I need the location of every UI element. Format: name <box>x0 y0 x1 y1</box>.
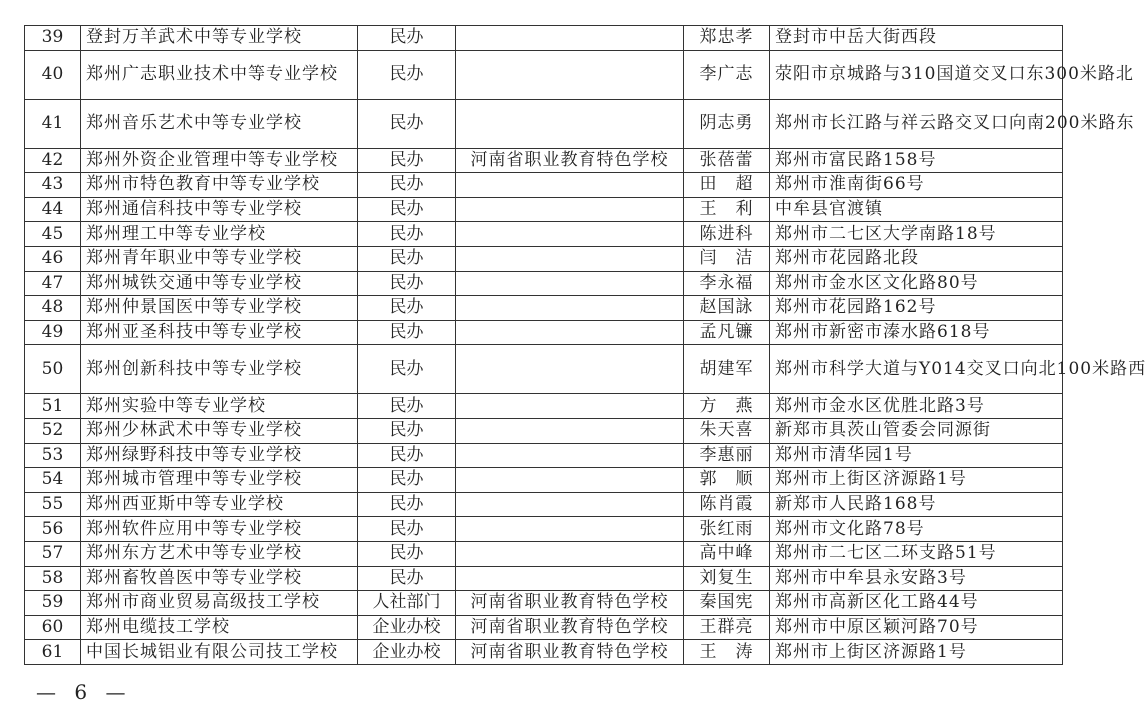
cell-number: 44 <box>25 197 81 222</box>
table-row <box>25 418 1063 443</box>
cell-feature <box>456 345 684 394</box>
table-row <box>25 541 1063 566</box>
cell-school-type: 民办 <box>358 26 456 51</box>
cell-feature <box>456 566 684 591</box>
cell-feature <box>456 173 684 198</box>
cell-address: 郑州市上街区济源路1号 <box>770 640 1063 665</box>
table-row <box>25 394 1063 419</box>
cell-school-name: 郑州城市管理中等专业学校 <box>81 468 358 493</box>
cell-school-type: 民办 <box>358 443 456 468</box>
cell-feature <box>456 50 684 99</box>
cell-person: 李惠丽 <box>684 443 770 468</box>
cell-school-type: 民办 <box>358 50 456 99</box>
table-body <box>25 26 1146 665</box>
cell-number: 50 <box>25 345 81 394</box>
cell-number: 61 <box>25 640 81 665</box>
cell-address: 登封市中岳大街西段 <box>770 26 1063 51</box>
page-number: — 6 — <box>36 680 132 704</box>
cell-school-type: 民办 <box>358 468 456 493</box>
cell-person: 秦国宪 <box>684 591 770 616</box>
cell-school-type: 民办 <box>358 271 456 296</box>
cell-school-name: 郑州电缆技工学校 <box>81 615 358 640</box>
cell-school-type: 民办 <box>358 418 456 443</box>
cell-person: 王 利 <box>684 197 770 222</box>
cell-number: 54 <box>25 468 81 493</box>
table-row <box>25 591 1063 616</box>
table-row <box>25 26 1063 51</box>
cell-address: 郑州市二七区二环支路51号 <box>770 541 1063 566</box>
cell-school-type: 民办 <box>358 492 456 517</box>
cell-person: 张蓓蕾 <box>684 148 770 173</box>
cell-number: 57 <box>25 541 81 566</box>
table-row <box>25 566 1063 591</box>
cell-number: 45 <box>25 222 81 247</box>
table-row <box>25 271 1063 296</box>
cell-person: 闫 洁 <box>684 246 770 271</box>
cell-number: 58 <box>25 566 81 591</box>
cell-feature <box>456 296 684 321</box>
cell-school-type: 民办 <box>358 345 456 394</box>
cell-number: 55 <box>25 492 81 517</box>
table-row <box>25 148 1063 173</box>
cell-person: 高中峰 <box>684 541 770 566</box>
cell-school-name: 郑州城铁交通中等专业学校 <box>81 271 358 296</box>
cell-person: 李永福 <box>684 271 770 296</box>
cell-school-name: 郑州实验中等专业学校 <box>81 394 358 419</box>
cell-address: 郑州市清华园1号 <box>770 443 1063 468</box>
cell-school-type: 民办 <box>358 173 456 198</box>
cell-address: 郑州市金水区优胜北路3号 <box>770 394 1063 419</box>
cell-feature <box>456 492 684 517</box>
cell-feature <box>456 26 684 51</box>
cell-feature <box>456 394 684 419</box>
cell-address: 郑州市中原区颖河路70号 <box>770 615 1063 640</box>
cell-feature <box>456 443 684 468</box>
cell-address: 新郑市具茨山管委会同源街 <box>770 418 1063 443</box>
cell-address: 郑州市花园路北段 <box>770 246 1063 271</box>
cell-feature <box>456 197 684 222</box>
cell-feature <box>456 271 684 296</box>
cell-address: 郑州市科学大道与Y014交叉口向北100米路西 <box>770 345 1063 394</box>
cell-number: 42 <box>25 148 81 173</box>
cell-school-type: 民办 <box>358 197 456 222</box>
cell-number: 41 <box>25 99 81 148</box>
cell-school-type: 民办 <box>358 246 456 271</box>
cell-school-name: 郑州软件应用中等专业学校 <box>81 517 358 542</box>
cell-address: 郑州市二七区大学南路18号 <box>770 222 1063 247</box>
cell-number: 43 <box>25 173 81 198</box>
cell-number: 60 <box>25 615 81 640</box>
cell-feature: 河南省职业教育特色学校 <box>456 591 684 616</box>
cell-school-type: 企业办校 <box>358 640 456 665</box>
table-row <box>25 345 1063 394</box>
cell-school-name: 郑州市特色教育中等专业学校 <box>81 173 358 198</box>
cell-person: 王 涛 <box>684 640 770 665</box>
table-row <box>25 50 1063 99</box>
cell-school-name: 郑州东方艺术中等专业学校 <box>81 541 358 566</box>
table-row <box>25 246 1063 271</box>
table-row <box>25 443 1063 468</box>
table-row <box>25 99 1063 148</box>
cell-feature <box>456 222 684 247</box>
cell-school-name: 郑州仲景国医中等专业学校 <box>81 296 358 321</box>
cell-feature <box>456 320 684 345</box>
cell-person: 胡建军 <box>684 345 770 394</box>
cell-person: 阴志勇 <box>684 99 770 148</box>
cell-school-name: 郑州市商业贸易高级技工学校 <box>81 591 358 616</box>
cell-feature <box>456 541 684 566</box>
cell-address: 郑州市花园路162号 <box>770 296 1063 321</box>
cell-school-name: 郑州理工中等专业学校 <box>81 222 358 247</box>
table-row <box>25 320 1063 345</box>
cell-person: 张红雨 <box>684 517 770 542</box>
cell-school-type: 民办 <box>358 394 456 419</box>
cell-school-name: 郑州畜牧兽医中等专业学校 <box>81 566 358 591</box>
table-row <box>25 296 1063 321</box>
cell-address: 郑州市金水区文化路80号 <box>770 271 1063 296</box>
table-row <box>25 640 1063 665</box>
cell-feature <box>456 468 684 493</box>
cell-number: 48 <box>25 296 81 321</box>
cell-address: 新郑市人民路168号 <box>770 492 1063 517</box>
cell-address: 郑州市淮南街66号 <box>770 173 1063 198</box>
cell-person: 李广志 <box>684 50 770 99</box>
cell-address: 郑州市富民路158号 <box>770 148 1063 173</box>
cell-school-type: 民办 <box>358 296 456 321</box>
cell-feature <box>456 99 684 148</box>
cell-school-type: 民办 <box>358 148 456 173</box>
cell-feature <box>456 418 684 443</box>
cell-school-name: 郑州通信科技中等专业学校 <box>81 197 358 222</box>
cell-person: 郭 顺 <box>684 468 770 493</box>
cell-school-name: 中国长城铝业有限公司技工学校 <box>81 640 358 665</box>
cell-school-type: 民办 <box>358 99 456 148</box>
cell-number: 39 <box>25 26 81 51</box>
cell-number: 53 <box>25 443 81 468</box>
cell-address: 郑州市中牟县永安路3号 <box>770 566 1063 591</box>
cell-person: 王群亮 <box>684 615 770 640</box>
cell-number: 47 <box>25 271 81 296</box>
cell-feature <box>456 517 684 542</box>
cell-school-type: 民办 <box>358 541 456 566</box>
cell-number: 40 <box>25 50 81 99</box>
cell-address: 郑州市上街区济源路1号 <box>770 468 1063 493</box>
cell-person: 刘复生 <box>684 566 770 591</box>
cell-address: 郑州市长江路与祥云路交叉口向南200米路东 <box>770 99 1063 148</box>
cell-person: 田 超 <box>684 173 770 198</box>
cell-school-name: 郑州外资企业管理中等专业学校 <box>81 148 358 173</box>
cell-address: 中牟县官渡镇 <box>770 197 1063 222</box>
table-row <box>25 517 1063 542</box>
cell-school-type: 民办 <box>358 517 456 542</box>
cell-number: 46 <box>25 246 81 271</box>
cell-school-name: 郑州青年职业中等专业学校 <box>81 246 358 271</box>
cell-number: 49 <box>25 320 81 345</box>
cell-school-name: 郑州广志职业技术中等专业学校 <box>81 50 358 99</box>
cell-school-name: 郑州创新科技中等专业学校 <box>81 345 358 394</box>
cell-number: 51 <box>25 394 81 419</box>
cell-school-type: 人社部门 <box>358 591 456 616</box>
cell-school-name: 郑州亚圣科技中等专业学校 <box>81 320 358 345</box>
cell-school-type: 民办 <box>358 566 456 591</box>
cell-feature: 河南省职业教育特色学校 <box>456 640 684 665</box>
cell-person: 郑忠孝 <box>684 26 770 51</box>
cell-school-name: 郑州西亚斯中等专业学校 <box>81 492 358 517</box>
cell-feature: 河南省职业教育特色学校 <box>456 615 684 640</box>
cell-school-name: 登封万羊武术中等专业学校 <box>81 26 358 51</box>
table-row <box>25 468 1063 493</box>
cell-school-name: 郑州少林武术中等专业学校 <box>81 418 358 443</box>
cell-feature <box>456 246 684 271</box>
cell-number: 56 <box>25 517 81 542</box>
cell-school-name: 郑州绿野科技中等专业学校 <box>81 443 358 468</box>
cell-person: 赵国詠 <box>684 296 770 321</box>
cell-address: 郑州市文化路78号 <box>770 517 1063 542</box>
cell-person: 陈肖霞 <box>684 492 770 517</box>
cell-address: 郑州市新密市溱水路618号 <box>770 320 1063 345</box>
cell-number: 59 <box>25 591 81 616</box>
cell-school-type: 民办 <box>358 320 456 345</box>
cell-school-name: 郑州音乐艺术中等专业学校 <box>81 99 358 148</box>
table-row <box>25 197 1063 222</box>
cell-school-type: 民办 <box>358 222 456 247</box>
table-row <box>25 615 1063 640</box>
table-row <box>25 492 1063 517</box>
cell-person: 方 燕 <box>684 394 770 419</box>
table-row <box>25 222 1063 247</box>
cell-person: 孟凡镰 <box>684 320 770 345</box>
school-table <box>24 25 1146 665</box>
cell-feature: 河南省职业教育特色学校 <box>456 148 684 173</box>
table-row <box>25 173 1063 198</box>
cell-person: 朱天喜 <box>684 418 770 443</box>
cell-address: 郑州市高新区化工路44号 <box>770 591 1063 616</box>
cell-school-type: 企业办校 <box>358 615 456 640</box>
cell-number: 52 <box>25 418 81 443</box>
cell-address: 荥阳市京城路与310国道交叉口东300米路北 <box>770 50 1063 99</box>
cell-person: 陈进科 <box>684 222 770 247</box>
